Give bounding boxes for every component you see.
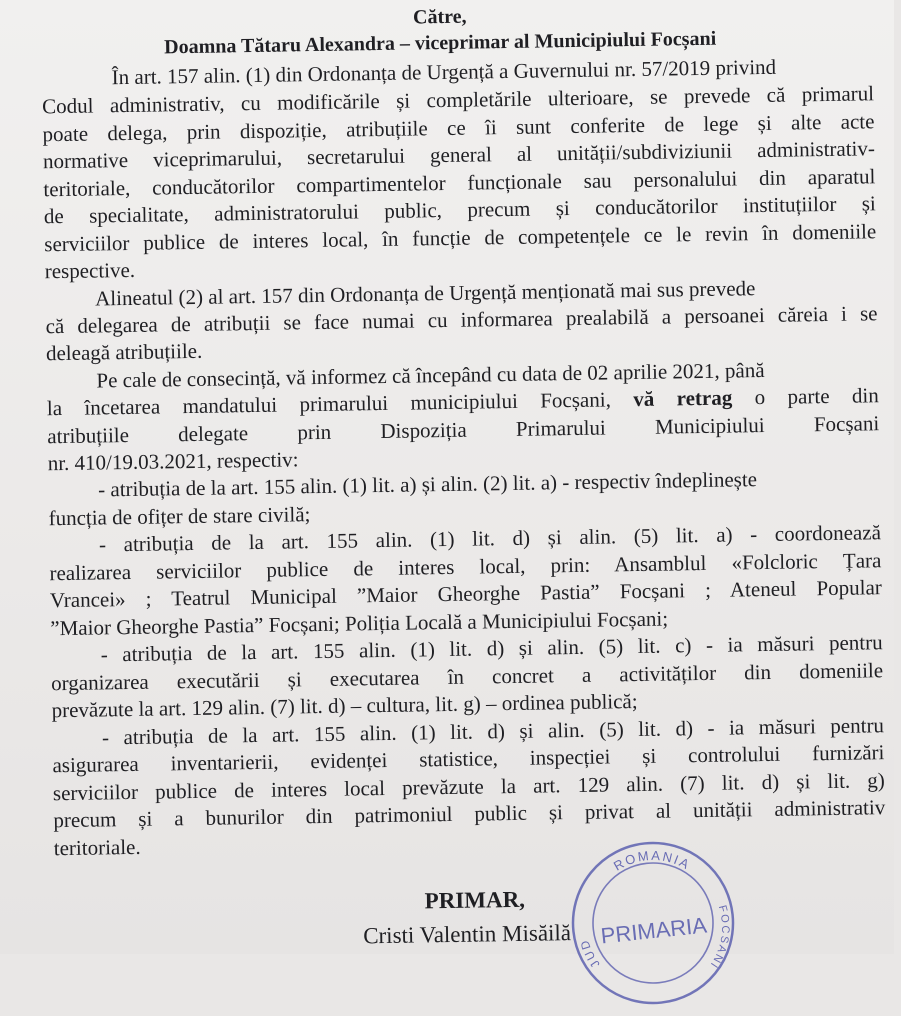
stamp-top-text: ROMANIA <box>611 847 694 874</box>
body-line-13-start: la încetarea mandatului primarului municipiului Focșani, <box>46 387 634 421</box>
signature-title: PRIMAR, <box>424 886 526 914</box>
item-4-line-2: asigurarea inventarierii, evidenței statistice, inspecției și controlului furnizări <box>52 740 885 778</box>
body-line-11: deleagă atribuțiile. <box>45 338 203 366</box>
stamp-left-text: JUD <box>577 937 603 971</box>
item-4-line-3: serviciilor publice de interes local prevăzute la art. 129 alin. (7) lit. d) și lit. g) <box>52 768 886 806</box>
retract-phrase: vă retrag <box>633 385 733 412</box>
body-line-1: În art. 157 alin. (1) din Ordonanța de Urgență a Guvernului nr. 57/2019 privind <box>111 54 777 90</box>
body-line-5: teritoriale, conducătorilor compartimentelor funcționale sau personalului din aparatul <box>43 164 876 202</box>
body-line-12: Pe cale de consecință, vă informez că începând cu data de 02 aprilie 2021, până <box>96 358 765 393</box>
stamp-center-text: PRIMARIA <box>599 912 708 949</box>
body-line-7: serviciilor publice de interes local, în funcție de competențele ce le revin în domeniile <box>44 219 877 257</box>
signature-name: Cristi Valentin Misăilă <box>363 920 572 949</box>
body-line-14: atribuțiile delegate prin Dispoziția Primarului Municipiului Focșani <box>47 411 880 449</box>
item-2-line-4: ”Maior Gheorghe Pastia” Focșani; Poliția Locală a Municipiului Focșani; <box>50 606 669 641</box>
salutation: Către, <box>412 5 467 29</box>
body-line-4: normative viceprimarului, secretarului general al unității/subdiviziunii administrativ- <box>42 136 876 174</box>
item-2-line-2: realizarea serviciilor publice de interes local, prin: Ansamblul «Folcloric Țara <box>49 548 882 586</box>
item-4-line-5: teritoriale. <box>53 834 141 861</box>
body-line-10: că delegarea de atribuții se face numai cu informarea prealabilă a persoanei căreia i se <box>45 301 878 339</box>
body-line-3: poate delega, prin dispoziție, atribuțiile ce îi sunt conferite de lege și alte acte <box>42 109 875 147</box>
item-2-line-3: Vrancei» ; Teatrul Municipal ”Maior Gheorghe Pastia” Focșani ; Ateneul Popular <box>49 575 882 613</box>
item-3-line-2: organizarea executării și executarea în concret a activităților din domeniile <box>51 658 884 696</box>
body-line-8: respective. <box>44 257 136 284</box>
item-1-line-1: - atribuția de la art. 155 alin. (1) lit. a) și alin. (2) lit. a) - respectiv îndeplinește <box>97 467 758 502</box>
item-3-line-3: prevăzute la art. 129 alin. (7) lit. d) – cultura, lit. g) – ordinea publică; <box>51 689 638 723</box>
official-stamp <box>560 830 747 1016</box>
addressee: Doamna Tătaru Alexandra – viceprimar al Municipiului Focșani <box>163 27 717 59</box>
body-line-15: nr. 410/19.03.2021, respectiv: <box>47 447 299 476</box>
item-1-line-2: funcția de ofițer de stare civilă; <box>48 502 311 531</box>
item-4-line-4: precum și a bunurilor din patrimoniul public și privat al unității administrativ <box>53 795 886 833</box>
body-line-13-end: o parte din <box>732 383 879 410</box>
item-2-line-1: - atribuția de la art. 155 alin. (1) lit. d) și alin. (5) lit. a) - coordonează <box>98 520 882 557</box>
body-line-9: Alineatul (2) al art. 157 din Ordonanța de Urgență menționată mai sus prevede <box>94 276 756 311</box>
item-4-line-1: - atribuția de la art. 155 alin. (1) lit. d) și alin. (5) lit. d) - ia măsuri pentru <box>101 713 885 750</box>
body-line-2: Codul administrativ, cu modificările și completările ulterioare, se prevede că primarul <box>41 81 875 119</box>
stamp-right-text: FOCSANI <box>706 903 732 972</box>
item-3-line-1: - atribuția de la art. 155 alin. (1) lit. d) și alin. (5) lit. c) - ia măsuri pentru <box>100 630 883 667</box>
body-line-6: de specialitate, administratorului public, precum și conducătorilor instituțiilor și <box>43 191 876 229</box>
